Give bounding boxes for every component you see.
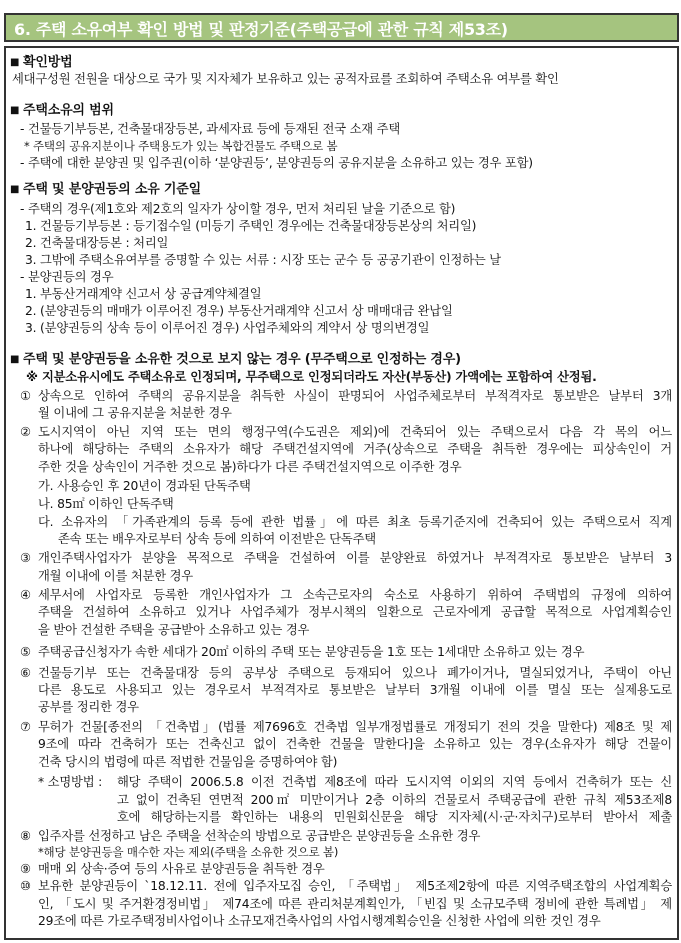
item-line: 주한 것을 상속인이 거주한 것으로 봄)하다가 다른 주택건설지역으로 이주한 경우 — [38, 460, 462, 474]
scope-note: * 주택의 공유지분이나 주택용도가 있는 복합건물도 주택으로 봄 — [24, 139, 338, 153]
basis-house-intro: - 주택의 경우(제1호와 제2호의 일자가 상이할 경우, 먼저 처리된 날을 기준으로 함) — [20, 202, 456, 216]
item-line: 공부를 정리한 경우 — [38, 700, 139, 714]
item-line: 보유한 분양권등이 `18.12.11. 전에 입주자모집 승인, 「주택법」 제5조제2항에 따른 지역주택조합의 사업계획승 — [38, 879, 672, 893]
basis-house-item: 3. 그밖에 주택소유여부를 증명할 수 있는 서류 : 시장 또는 군수 등 공공기관이 인정하는 날 — [25, 253, 501, 267]
square-bullet-icon: ■ — [10, 184, 20, 195]
square-bullet-icon: ■ — [10, 354, 20, 365]
proof-method-line: 해당 주택이 2006.5.8 이전 건축법 제8조에 따라 도시지역 이외의 지역 등에서 건축허가 또는 신 — [117, 775, 672, 789]
basis-house-item: 2. 건축물대장등본 : 처리일 — [25, 236, 169, 250]
item-line: 개월 이내에 이를 처분한 경우 — [38, 569, 193, 583]
confirm-text: 세대구성원 전원을 대상으로 국가 및 지자체가 보유하고 있는 공적자료를 조회하여 주택소유 여부를 확인 — [12, 72, 559, 86]
sub-item: 존속 또는 배우자로부터 상속 등에 의하여 이전받은 단독주택 — [58, 532, 376, 546]
basis-presale-item: 3. (분양권등의 상속 등이 이루어진 경우) 사업주체와의 계약서 상 명의변경일 — [25, 321, 430, 335]
heading-exempt: 주택 및 분양권등을 소유한 것으로 보지 않는 경우 (무주택으로 인정하는 경우) — [23, 352, 461, 367]
item-line: 입주자를 선정하고 남은 주택을 선착순의 방법으로 공급받은 분양권등을 소유한 경우 — [38, 829, 481, 843]
section-title: 6. 주택 소유여부 확인 방법 및 판정기준(주택공급에 관한 규칙 제53조) — [14, 20, 508, 39]
heading-confirm: 확인방법 — [23, 55, 73, 70]
heading-basis: 주택 및 분양권등의 소유 기준일 — [23, 182, 201, 197]
item-line: 개인주택사업자가 분양을 목적으로 주택을 건설하여 이를 분양완료 하였거나 부적격자로 통보받은 날부터 3 — [38, 551, 672, 565]
item-line: 을 받아 건설한 주택을 공급받아 소유하고 있는 경우 — [38, 623, 310, 637]
item-line: 다른 용도로 사용되고 있는 경우로서 부적격자로 통보받은 날부터 3개월 이내에 이를 멸실 또는 실제용도로 — [38, 683, 672, 697]
heading-scope: 주택소유의 범위 — [23, 103, 114, 118]
item-line: 인, 「도시 및 주거환경정비법」 제74조에 따른 관리처분계획인가, 「빈집 및 소규모주택 정비에 관한 특례법」 제 — [38, 897, 672, 911]
item-line: 주택공급신청자가 속한 세대가 20㎡ 이하의 주택 또는 분양권등을 1호 또는 1세대만 소유하고 있는 경우 — [38, 645, 585, 659]
item-number: ⑧ — [20, 829, 31, 843]
proof-method-label: * 소명방법 : — [38, 775, 103, 789]
square-bullet-icon: ■ — [10, 57, 20, 68]
scope-item: - 주택에 대한 분양권 및 입주권(이하 ‘분양권등’, 분양권등의 공유지분을 소유하고 있는 경우 포함) — [20, 156, 533, 170]
item-number: ④ — [20, 588, 31, 602]
item-number: ⑥ — [20, 666, 31, 680]
proof-method-line: 호에 해당하는지를 확인하는 내용의 민원회신문을 해당 지자체(시·군·자치구)로부터 받아서 제출 — [117, 810, 672, 824]
item-line: 상속으로 인하여 주택의 공유지분을 취득한 사실이 판명되어 사업주체로부터 부적격자로 통보받은 날부터 3개 — [38, 389, 672, 403]
basis-presale-item: 2. (분양권등의 매매가 이루어진 경우) 부동산거래계약 신고서 상 매매대금 완납일 — [25, 304, 453, 318]
square-bullet-icon: ■ — [10, 105, 20, 116]
item-line: 하나에 해당하는 주택의 소유자가 해당 주택건설지역에 거주(상속으로 주택을 취득한 경우에는 피상속인이 거 — [38, 442, 672, 456]
exempt-note: 지분소유시에도 주택소유로 인정되며, 무주택으로 인정되더라도 자산(부동산) 가액에는 포함하여 산정됨. — [42, 370, 597, 384]
item-line: 도시지역이 아닌 지역 또는 면의 행정구역(수도권은 제외)에 건축되어 있는 주택으로서 다음 각 목의 어느 — [38, 425, 672, 439]
reference-mark-icon: ※ — [26, 370, 38, 384]
basis-presale-intro: - 분양권등의 경우 — [20, 270, 114, 284]
item-note: *해당 분양권등을 매수한 자는 제외(주택을 소유한 것으로 봄) — [38, 845, 339, 859]
item-line: 매매 외 상속·증여 등의 사유로 분양권등을 취득한 경우 — [38, 862, 325, 876]
item-line: 9조에 따라 건축허가 또는 건축신고 없이 건축한 건물을 말한다]을 소유하고 있는 경우(소유자가 해당 건물이 — [38, 737, 672, 751]
sub-item: 나. 85㎡ 이하인 단독주택 — [38, 497, 174, 511]
item-line: 건축 당시의 법령에 따른 적법한 건물임을 증명하여야 함) — [38, 755, 338, 769]
basis-house-item: 1. 건물등기부등본 : 등기접수일 (미등기 주택인 경우에는 건축물대장등본상의 처리일) — [25, 219, 477, 233]
section-title-bar — [4, 13, 679, 42]
item-number: ⑤ — [20, 645, 31, 659]
item-number: ① — [20, 389, 31, 403]
item-line: 세무서에 사업자로 등록한 개인사업자가 그 소속근로자의 숙소로 사용하기 위하여 주택법의 규정에 의하여 — [38, 588, 672, 602]
item-number: ③ — [20, 551, 31, 565]
item-number: ② — [20, 425, 31, 439]
item-line: 주택을 건설하여 소유하고 있거나 사업주체가 정부시책의 일환으로 근로자에게 공급할 목적으로 사업계획승인 — [38, 605, 672, 619]
item-line: 월 이내에 그 공유지분을 처분한 경우 — [38, 406, 232, 420]
item-line: 29조에 따른 가로주택정비사업이나 소규모재건축사업의 사업시행계획승인을 신청한 사업에 의한 것인 경우 — [38, 914, 601, 928]
proof-method-line: 고 없이 건축된 연면적 200㎡ 미만이거나 2층 이하의 건물로서 주택공급에 관한 규칙 제53조제8 — [117, 793, 672, 807]
scope-item: - 건물등기부등본, 건축물대장등본, 과세자료 등에 등재된 전국 소재 주택 — [20, 122, 401, 136]
sub-item: 가. 사용승인 후 20년이 경과된 단독주택 — [38, 479, 251, 493]
item-number: ⑦ — [20, 720, 31, 734]
item-line: 무허가 건물[종전의 「건축법」(법률 제7696호 건축법 일부개정법률로 개정되기 전의 것을 말한다) 제8조 및 제 — [38, 720, 672, 734]
sub-item: 다. 소유자의 「가족관계의 등록 등에 관한 법률」에 따른 최초 등록기준지에 건축되어 있는 주택으로서 직계 — [38, 515, 672, 529]
basis-presale-item: 1. 부동산거래계약 신고서 상 공급계약체결일 — [25, 287, 262, 301]
item-number: ⑩ — [20, 879, 31, 893]
item-line: 건물등기부 또는 건축물대장 등의 공부상 주택으로 등재되어 있으나 폐가이거나, 멸실되었거나, 주택이 아닌 — [38, 666, 672, 680]
item-number: ⑨ — [20, 862, 31, 876]
